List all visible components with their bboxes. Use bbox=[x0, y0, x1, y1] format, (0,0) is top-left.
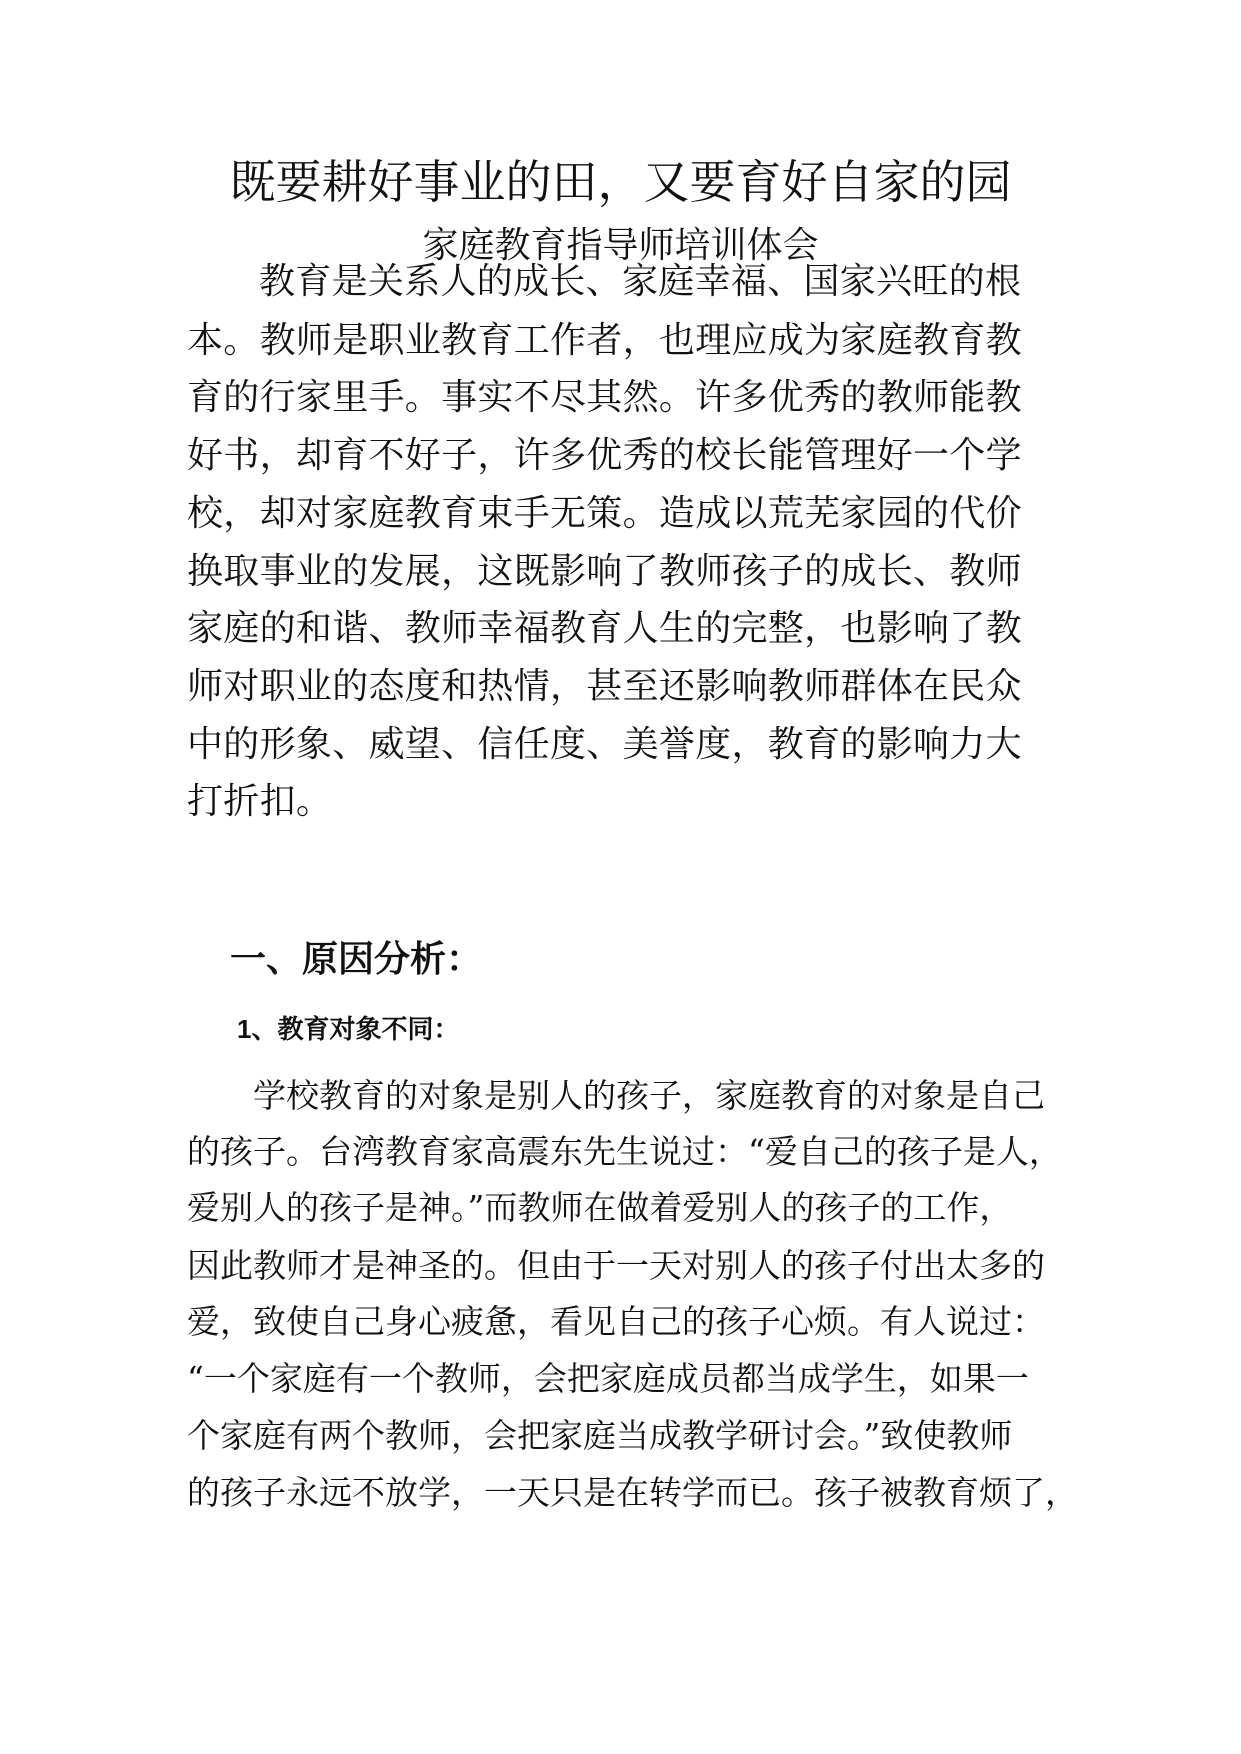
paragraph-line: 中的形象、威望、信任度、美誉度，教育的影响力大 bbox=[187, 724, 1022, 765]
paragraph-line: 因此教师才是神圣的。但由于一天对别人的孩子付出太多的 bbox=[187, 1246, 1045, 1285]
paragraph-line: 本。教师是职业教育工作者，也理应成为家庭教育教 bbox=[187, 320, 1022, 361]
subsection-heading bbox=[237, 1011, 459, 1048]
paragraph-line: 打折扣。 bbox=[187, 781, 333, 822]
paragraph-line: 教育是关系人的成长、家庭幸福、国家兴旺的根 bbox=[259, 261, 1022, 302]
subsection-heading-text: 、教育对象不同： bbox=[251, 1015, 460, 1045]
paragraph-line: 换取事业的发展，这既影响了教师孩子的成长、教师 bbox=[187, 551, 1022, 592]
paragraph-line: 家庭的和谐、教师幸福教育人生的完整，也影响了教 bbox=[187, 608, 1022, 649]
paragraph-line: 爱别人的孩子是神。”而教师在做着爱别人的孩子的工作， bbox=[187, 1188, 1013, 1227]
paragraph-line: 爱，致使自己身心疲惫，看见自己的孩子心烦。有人说过： bbox=[187, 1302, 1045, 1341]
section-heading: 一、原因分析： bbox=[230, 938, 483, 980]
paragraph-line: 的孩子永远不放学，一天只是在转学而已。孩子被教育烦了， bbox=[187, 1473, 1078, 1512]
paragraph-line: 师对职业的态度和热情，甚至还影响教师群体在民众 bbox=[187, 666, 1022, 707]
paragraph-line: 校，却对家庭教育束手无策。造成以荒芜家园的代价 bbox=[187, 493, 1022, 534]
paragraph-line: 个家庭有两个教师，会把家庭当成教学研讨会。”致使教师 bbox=[187, 1416, 1013, 1455]
paragraph-line: “一个家庭有一个教师，会把家庭成员都当成学生，如果一 bbox=[187, 1359, 1029, 1398]
paragraph-line: 学校教育的对象是别人的孩子，家庭教育的对象是自己 bbox=[253, 1076, 1045, 1115]
paragraph-line: 育的行家里手。事实不尽其然。许多优秀的教师能教 bbox=[187, 377, 1022, 418]
paragraph-line: 的孩子。台湾教育家高震东先生说过：“爱自己的孩子是人， bbox=[187, 1132, 1062, 1171]
paragraph-line: 好书，却育不好子，许多优秀的校长能管理好一个学 bbox=[187, 435, 1022, 476]
subsection-number: 1 bbox=[237, 1014, 252, 1044]
document-subtitle: 家庭教育指导师培训体会 bbox=[422, 225, 819, 266]
document-title: 既要耕好事业的田，又要育好自家的园 bbox=[229, 155, 1012, 209]
